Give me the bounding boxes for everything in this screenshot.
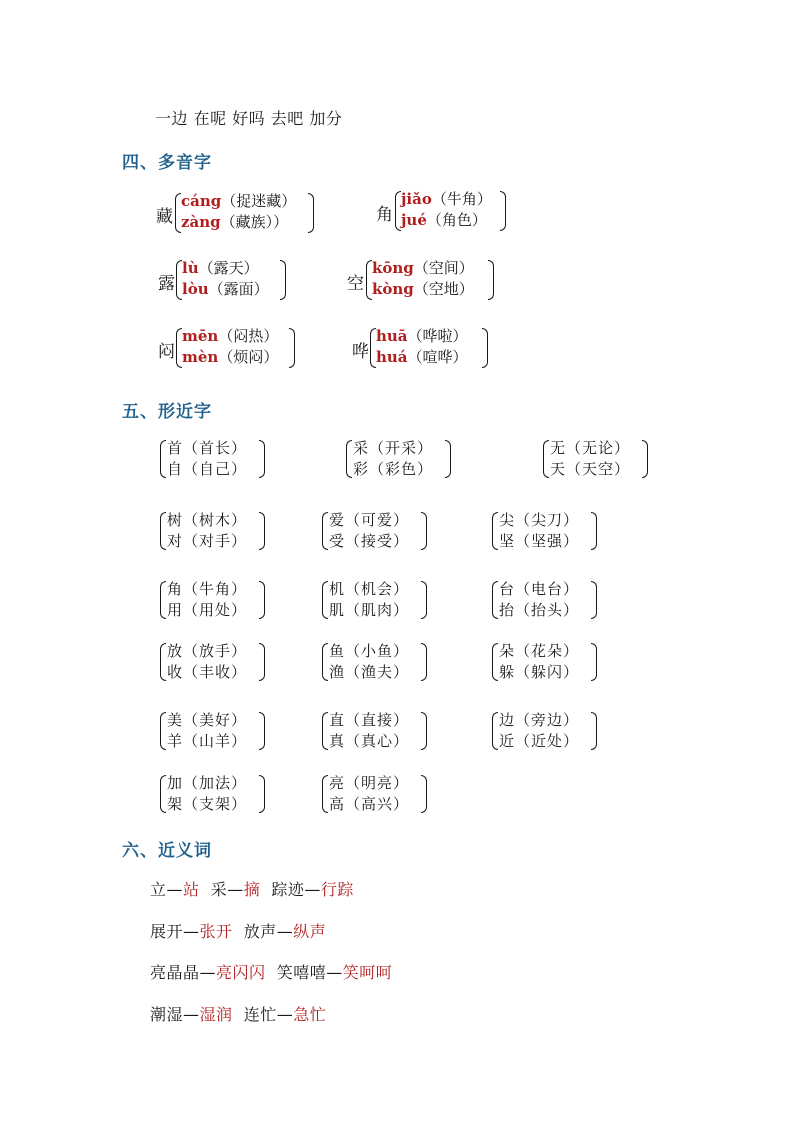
similar-char-row: 躲（躲闪）: [499, 663, 580, 681]
synonym-base: 亮晶晶: [150, 963, 200, 982]
right-brace: [421, 581, 427, 619]
polyphonic-char: 露: [158, 274, 175, 294]
polyphonic-group: [376, 188, 516, 234]
synonym-base: 踪迹: [271, 880, 305, 899]
similar-char-row: 尖（尖刀）: [499, 511, 580, 529]
pinyin: jiǎo: [401, 190, 432, 208]
synonym-match: 站: [183, 880, 200, 899]
polyphonic-char: 角: [376, 205, 393, 225]
polyphonic-group: [156, 190, 326, 236]
left-brace: [160, 775, 166, 813]
similar-char-row: 用（用处）: [167, 601, 248, 619]
similar-char-row: 鱼（小鱼）: [329, 642, 410, 660]
left-brace: [322, 512, 328, 550]
left-brace: [160, 512, 166, 550]
synonym-match: 张开: [199, 922, 233, 941]
similar-char-row: 架（支架）: [167, 795, 248, 813]
example-word: （空间）: [413, 259, 474, 277]
left-brace: [160, 440, 166, 478]
pinyin: lù: [182, 259, 199, 277]
pinyin: huā: [376, 327, 408, 345]
synonym-match: 亮闪闪: [216, 963, 266, 982]
right-brace: [421, 712, 427, 750]
polyphonic-group: [158, 325, 298, 371]
right-brace: [259, 643, 265, 681]
similar-char-row: 采（开采）: [353, 439, 434, 457]
right-brace: [421, 643, 427, 681]
synonym-match: 摘: [243, 880, 261, 899]
similar-char-row: 坚（坚强）: [499, 532, 580, 550]
synonym-line: [150, 960, 392, 983]
synonym-match: 急忙: [293, 1005, 327, 1024]
right-brace: [289, 328, 295, 368]
right-brace: [482, 328, 488, 368]
synonym-dash: —: [183, 1005, 200, 1024]
synonym-dash: —: [326, 963, 343, 982]
similar-char-row: 放（放手）: [167, 642, 248, 660]
left-brace: [322, 712, 328, 750]
right-brace: [280, 260, 286, 300]
right-brace: [259, 775, 265, 813]
similar-char-row: 羊（山羊）: [167, 732, 248, 750]
example-word: （露面）: [208, 280, 269, 298]
similar-char-row: 天（天空）: [550, 460, 631, 478]
similar-char-row: 树（树木）: [167, 511, 248, 529]
similar-char-row: 角（牛角）: [167, 580, 248, 598]
similar-char-row: 爱（可爱）: [329, 511, 410, 529]
similar-char-row: 首（首长）: [167, 439, 248, 457]
right-brace: [642, 440, 648, 478]
left-brace: [492, 512, 498, 550]
example-word: （露天）: [198, 259, 259, 277]
left-brace: [160, 581, 166, 619]
polyphonic-char: 空: [347, 274, 364, 294]
synonym-line: [150, 919, 326, 942]
word-list-line: 一边 在呢 好吗 去吧 加分: [155, 109, 343, 128]
synonym-dash: —: [276, 922, 294, 941]
similar-char-row: 机（机会）: [329, 580, 410, 598]
right-brace: [591, 512, 597, 550]
left-brace: [492, 712, 498, 750]
right-brace: [445, 440, 451, 478]
example-word: （哗啦）: [407, 327, 468, 345]
left-brace: [160, 712, 166, 750]
polyphonic-group: [347, 257, 497, 303]
pinyin: kòng: [372, 280, 414, 298]
example-word: （牛角）: [431, 190, 492, 208]
left-brace: [322, 581, 328, 619]
similar-char-row: 抬（抬头）: [499, 601, 580, 619]
synonym-line: [150, 877, 354, 900]
pinyin: huá: [376, 348, 408, 366]
similar-char-row: 对（对手）: [167, 532, 248, 550]
synonym-base: 展开: [150, 922, 184, 941]
similar-char-row: 美（美好）: [167, 711, 248, 729]
similar-char-row: 无（无论）: [550, 439, 631, 457]
similar-char-row: 收（丰收）: [167, 663, 248, 681]
example-word: （捉迷藏）: [221, 192, 297, 210]
left-brace: [346, 440, 352, 478]
left-brace: [492, 581, 498, 619]
left-brace: [492, 643, 498, 681]
right-brace: [500, 191, 506, 231]
synonym-base: 潮湿: [150, 1005, 184, 1024]
synonym-match: 纵声: [293, 922, 327, 941]
synonym-base: 立: [150, 880, 167, 899]
polyphonic-group: [158, 257, 298, 303]
left-brace: [322, 775, 328, 813]
polyphonic-char: 闷: [158, 342, 175, 362]
synonym-match: 笑呵呵: [342, 963, 393, 982]
synonym-base: 采: [210, 880, 228, 899]
similar-char-row: 肌（肌肉）: [329, 601, 410, 619]
synonym-base: 放声: [243, 922, 277, 941]
similar-char-row: 亮（明亮）: [329, 774, 410, 792]
example-word: （角色）: [426, 211, 487, 229]
right-brace: [591, 581, 597, 619]
right-brace: [591, 643, 597, 681]
similar-char-row: 受（接受）: [329, 532, 410, 550]
similar-char-row: 自（自己）: [167, 460, 248, 478]
synonym-dash: —: [199, 963, 217, 982]
synonym-base: 连忙: [243, 1005, 277, 1024]
section-heading-polyphonic: 四、多音字: [122, 153, 212, 173]
right-brace: [421, 775, 427, 813]
polyphonic-char: 哗: [352, 342, 369, 362]
synonym-line: [150, 1002, 326, 1025]
similar-char-row: 朵（花朵）: [499, 642, 580, 660]
section-heading-similar-chars: 五、形近字: [122, 402, 212, 422]
pinyin: mēn: [182, 327, 219, 345]
synonym-dash: —: [183, 922, 200, 941]
similar-char-row: 彩（彩色）: [353, 460, 434, 478]
right-brace: [259, 440, 265, 478]
section-heading-synonyms: 六、近义词: [122, 841, 212, 861]
synonym-dash: —: [304, 880, 321, 899]
synonym-match: 行踪: [320, 880, 354, 899]
example-word: （喧哗）: [407, 348, 468, 366]
similar-char-row: 加（加法）: [167, 774, 248, 792]
left-brace: [543, 440, 549, 478]
similar-char-row: 高（高兴）: [329, 795, 410, 813]
synonym-base: 笑嘻嘻: [276, 963, 327, 982]
example-word: （烦闷）: [218, 348, 279, 366]
polyphonic-char: 藏: [156, 207, 173, 227]
similar-char-row: 直（直接）: [329, 711, 410, 729]
right-brace: [259, 581, 265, 619]
example-word: （空地）: [413, 280, 474, 298]
similar-char-row: 近（近处）: [499, 732, 580, 750]
pinyin: lòu: [182, 280, 209, 298]
similar-char-row: 真（真心）: [329, 732, 410, 750]
pinyin: zàng: [181, 213, 221, 231]
similar-char-row: 渔（渔夫）: [329, 663, 410, 681]
pinyin: mèn: [182, 348, 219, 366]
example-word: （藏族））: [220, 213, 289, 231]
right-brace: [259, 712, 265, 750]
synonym-dash: —: [276, 1005, 294, 1024]
example-word: （闷热）: [218, 327, 279, 345]
right-brace: [591, 712, 597, 750]
left-brace: [160, 643, 166, 681]
polyphonic-group: [352, 325, 492, 371]
similar-char-row: 边（旁边）: [499, 711, 580, 729]
right-brace: [488, 260, 494, 300]
left-brace: [322, 643, 328, 681]
right-brace: [421, 512, 427, 550]
synonym-dash: —: [227, 880, 244, 899]
pinyin: kōng: [372, 259, 414, 277]
pinyin: jué: [401, 211, 427, 229]
synonym-dash: —: [166, 880, 184, 899]
right-brace: [259, 512, 265, 550]
right-brace: [308, 193, 314, 233]
pinyin: cáng: [181, 192, 222, 210]
similar-char-row: 台（电台）: [499, 580, 580, 598]
synonym-match: 湿润: [199, 1005, 233, 1024]
